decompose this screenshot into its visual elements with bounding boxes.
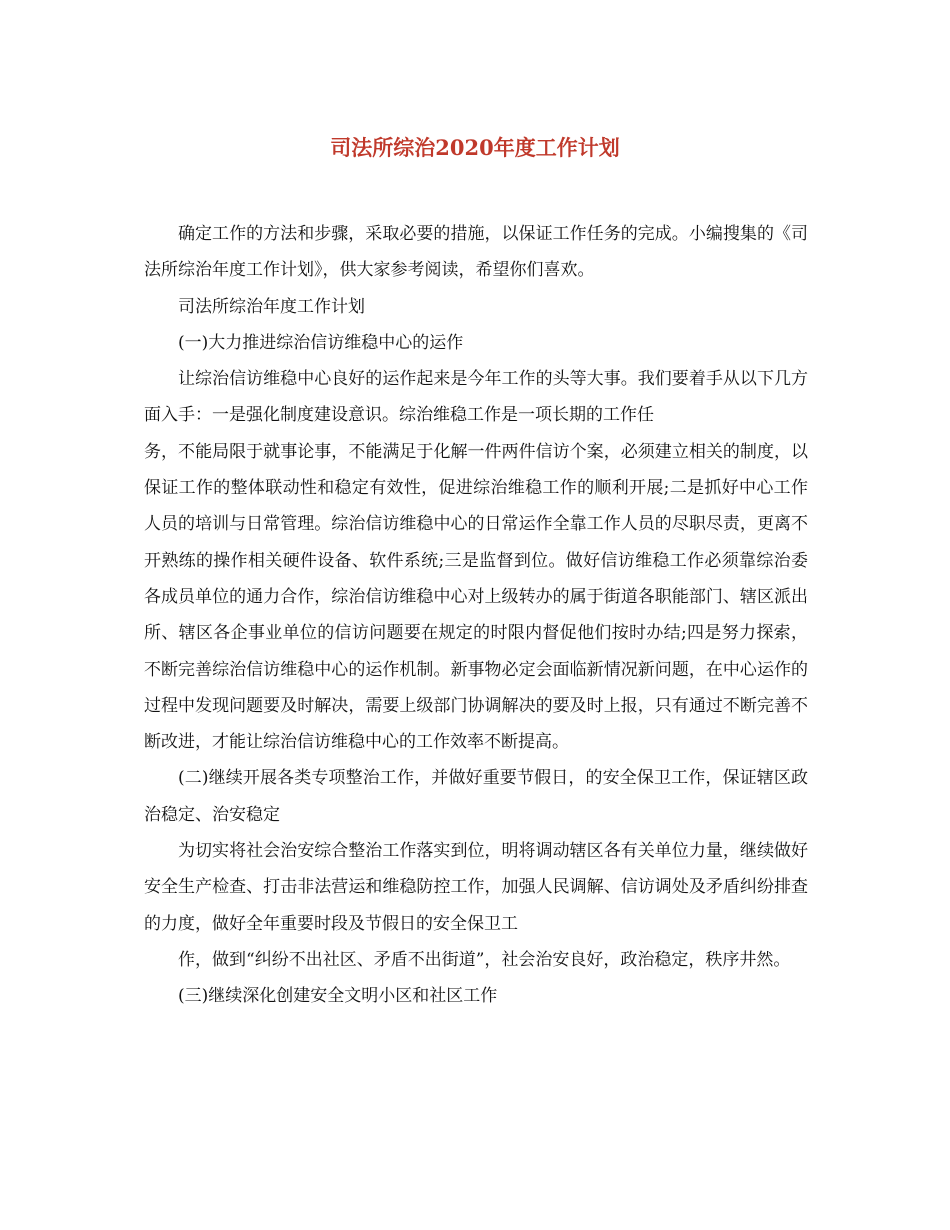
document-title: 司法所综治2020年度工作计划 [330,135,620,160]
paragraph-section-1-start: 让综治信访维稳中心良好的运作起来是今年工作的头等大事。我们要着手从以下几方面入手：一是强化制度建设意识。综治维稳工作是一项长期的工作任 [144,369,808,426]
paragraph-subtitle: 司法所综治年度工作计划 [178,296,365,317]
paragraph-section-2-continued: 作，做到“纠纷不出社区、矛盾不出街道”，社会治安良好，政治稳定，秩序井然。 [178,949,791,970]
paragraph-intro: 确定工作的方法和步骤，采取必要的措施，以保证工作任务的完成。小编搜集的《司法所综治年度工作计划》，供大家参考阅读，希望你们喜欢。 [144,224,808,281]
document-body [144,216,808,1015]
section-heading-2: (二)继续开展各类专项整治工作，并做好重要节假日，的安全保卫工作，保证辖区政治稳定、治安稳定 [144,768,808,825]
paragraph-section-1-body: 务，不能局限于就事论事，不能满足于化解一件两件信访个案，必须建立相关的制度，以保证工作的整体联动性和稳定有效性，促进综治维稳工作的顺利开展;二是抓好中心工作人员的培训与日常管理。综治信访维稳中心的日常运作全靠工作人员的尽职尽责，更离不开熟练的操作相关硬件设备、软件系统;三是监督到位。做好信访维稳工作必须靠综治委各成员单位的通力合作，综治信访维稳中心对上级转办的属于街道各职能部门、辖区派出所、辖区各企事业单位的信访问题要在规定的时限内督促他们按时办结;四是努力探索，不断完善综治信访维稳中心的运作机制。新事物必定会面临新情况新问题，在中心运作的过程中发现问题要及时解决，需要上级部门协调解决的要及时上报，只有通过不断完善不断改进，才能让综治信访维稳中心的工作效率不断提高。 [144,441,808,753]
section-heading-3: (三)继续深化创建安全文明小区和社区工作 [178,986,498,1007]
section-heading-1: (一)大力推进综治信访维稳中心的运作 [178,332,464,353]
paragraph-section-2-body: 为切实将社会治安综合整治工作落实到位，明将调动辖区各有关单位力量，继续做好安全生产检查、打击非法营运和维稳防控工作，加强人民调解、信访调处及矛盾纠纷排查的力度，做好全年重要时段及节假日的安全保卫工 [144,841,808,934]
